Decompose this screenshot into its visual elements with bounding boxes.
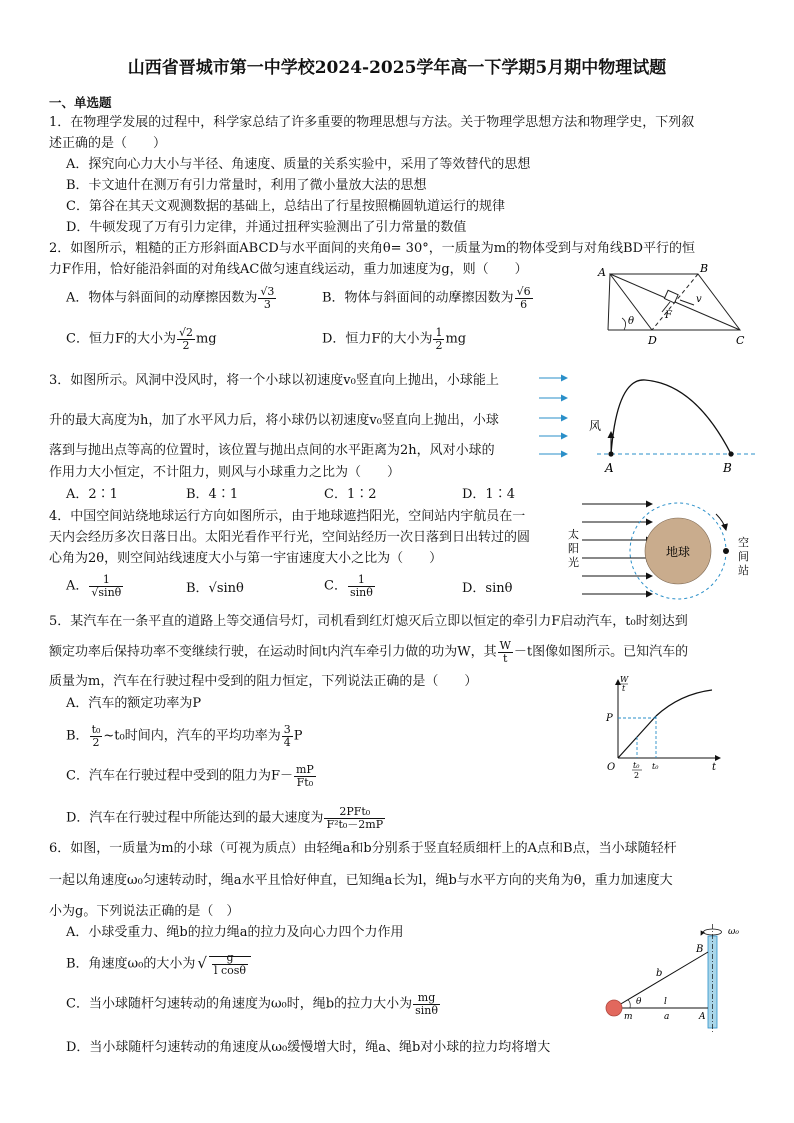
- q5-stem-2: 额定功率后保持功率不变继续行驶，在运动时间t内汽车牵引力做的功为W，其 $\frac{W}{t}$ －t图像如图所示。已知汽车的: [49, 639, 689, 665]
- q4-fig-station-1: 空: [738, 536, 749, 549]
- q2-option-b: B．物体与斜面间的动摩擦因数为 $\frac{√6}{6}$: [322, 285, 531, 311]
- q3-fig-label-b: B: [723, 461, 732, 475]
- q5-option-a: A．汽车的额定功率为P: [66, 696, 202, 711]
- q1-option-d: D．牛顿发现了万有引力定律，并通过扭秤实验测出了引力常量的数值: [66, 220, 467, 235]
- q6-fig-label-a-point: A: [699, 1012, 706, 1022]
- q6-rod-ball-figure: [598, 922, 768, 1032]
- q2-stem: 2．如图所示，粗糙的正方形斜面ABCD与水平面间的夹角θ= 30°，一质量为m的物体受到与对角线BD平行的恒: [49, 241, 696, 256]
- q3-stem-4: 作用力大小恒定，不计阻力，则风与小球重力之比为（ ）: [49, 465, 401, 480]
- q3-option-c: C．1∶2: [324, 487, 377, 502]
- q4-fig-sun-2: 阳: [568, 542, 579, 555]
- q1-option-a: A．探究向心力大小与半径、角速度、质量的关系实验中，采用了等效替代的思想: [66, 157, 531, 172]
- q5-fig-label-t0: t₀: [652, 762, 659, 771]
- q3-stem-3: 落到与抛出点等高的位置时，该位置与抛出点间的水平距离为2h，风对小球的: [49, 443, 495, 458]
- q5-fig-label-o: O: [607, 762, 616, 773]
- q3-fig-wind-label: 风: [589, 419, 602, 433]
- q6-fig-label-b-rope: b: [656, 968, 663, 979]
- q6-option-c: C．当小球随杆匀速转动的角速度为ω₀时，绳b的拉力大小为 $\frac{mg}{\sin\theta}$: [66, 991, 438, 1017]
- q3-option-b: B．4∶1: [186, 487, 239, 502]
- q3-stem-2: 升的最大高度为h，加了水平风力后，将小球仍以初速度v₀竖直向上抛出，小球: [49, 413, 499, 428]
- q5-option-c: C．汽车在行驶过程中受到的阻力为F－ $\frac{mP}{\text{Ft₀}}$: [66, 763, 314, 789]
- q2-fig-label-a: A: [598, 266, 606, 279]
- q6-stem-3: 小为g。下列说法正确的是（ ）: [49, 904, 240, 919]
- q1-stem: 1．在物理学发展的过程中，科学家总结了许多重要的物理思想与方法。关于物理学思想方法和物理学史，下列叙: [49, 115, 695, 130]
- q6-fig-label-m: m: [624, 1012, 633, 1022]
- q2-fig-label-theta: θ: [628, 316, 635, 327]
- q4-option-a: A． $\frac{1}{√\sin\theta}$: [66, 573, 122, 599]
- q4-space-station-figure: [566, 496, 766, 608]
- q2-fig-label-v: v: [696, 294, 702, 305]
- q6-option-d: D．当小球随杆匀速转动的角速度从ω₀缓慢增大时，绳a、绳b对小球的拉力均将增大: [66, 1040, 551, 1055]
- q5-stem: 5．某汽车在一条平直的道路上等交通信号灯，司机看到红灯熄灭后立即以恒定的牵引力F启动汽车，t₀时刻达到: [49, 614, 688, 629]
- q6-fig-label-l: l: [664, 997, 667, 1007]
- q4-fig-sun-3: 光: [568, 556, 579, 569]
- q4-fig-station-2: 间: [738, 550, 749, 563]
- q2-option-d: D．恒力F的大小为 $\frac{1}{2}$ mg: [322, 326, 467, 352]
- q5-fig-ylabel-den: t: [622, 684, 626, 693]
- q6-option-a: A．小球受重力、绳b的拉力绳a的拉力及向心力四个力作用: [66, 925, 404, 940]
- q4-stem: 4．中国空间站绕地球运行方向如图所示，由于地球遮挡阳光，空间站内宇航员在一: [49, 509, 526, 524]
- q5-fig-label-t: t: [712, 762, 717, 773]
- q5-fig-label-t0-half-num: t₀: [633, 761, 640, 770]
- q4-option-d: D．sinθ: [462, 581, 513, 596]
- q3-option-d: D．1∶4: [462, 487, 515, 502]
- q6-fig-label-omega: ω₀: [728, 927, 739, 937]
- q6-stem-2: 一起以角速度ω₀匀速转动时，绳a水平且恰好伸直，已知绳a长为l，绳b与水平方向的夹角为θ，重力加速度大: [49, 873, 673, 888]
- q3-fig-label-a: A: [605, 461, 614, 475]
- page-title: 山西省晋城市第一中学校2024-2025学年高一下学期5月期中物理试题: [127, 58, 667, 78]
- q4-fig-sun-1: 太: [568, 528, 579, 541]
- q3-stem: 3．如图所示。风洞中没风时，将一个小球以初速度v₀竖直向上抛出，小球能上: [49, 373, 499, 388]
- q4-stem-3: 心角为2θ，则空间站线速度大小与第一宇宙速度大小之比为（ ）: [49, 551, 443, 566]
- q2-option-a: A．物体与斜面间的动摩擦因数为 $\frac{√3}{3}$: [66, 285, 275, 311]
- q4-option-c: C． $\frac{1}{\sin\theta}$: [324, 573, 373, 599]
- q5-fig-ylabel-num: W: [620, 675, 629, 684]
- q6-option-b: B．角速度ω₀的大小为 √ $\frac{g}{\text{l cosθ}}$: [66, 952, 251, 976]
- section-heading: 一、单选题: [49, 95, 112, 110]
- q6-fig-label-a-rope: a: [664, 1012, 670, 1022]
- q3-option-a: A．2∶1: [66, 487, 118, 502]
- q5-fig-label-p: P: [606, 713, 613, 724]
- q1-option-b: B．卡文迪什在测万有引力常量时，利用了微小量放大法的思想: [66, 178, 427, 193]
- q6-stem: 6．如图，一质量为m的小球（可视为质点）由轻绳a和b分别系于竖直轻质细杆上的A点和B点，当小球随轻杆: [49, 841, 677, 856]
- q3-wind-tunnel-figure: [535, 368, 760, 476]
- q4-fig-station-3: 站: [738, 564, 749, 577]
- q4-fig-earth-label: 地球: [665, 545, 691, 559]
- q2-stem-cont: 力F作用，恰好能沿斜面的对角线AC做匀速直线运动，重力加速度为g，则（ ）: [49, 262, 528, 277]
- q1-option-c: C．第谷在其天文观测数据的基础上，总结出了行星按照椭圆轨道运行的规律: [66, 199, 505, 214]
- q6-fig-label-theta: θ: [636, 997, 642, 1007]
- q5-option-b: B． $\frac{\text{t₀}}{2}$ ~t₀时间内，汽车的平均功率为 $\frac{3}{4}$ P: [66, 723, 303, 749]
- q6-fig-label-b-point: B: [696, 944, 704, 955]
- q2-fig-label-f: F: [665, 310, 672, 321]
- q2-fig-label-b: B: [700, 262, 709, 275]
- q5-option-d: D．汽车在行驶过程中所能达到的最大速度为 $\frac{\text{2PFt₀}}{\text{F²t₀－2mP}}$: [66, 805, 384, 831]
- q2-incline-figure: [590, 262, 750, 348]
- q2-fig-label-c: C: [736, 334, 745, 347]
- q1-stem-cont: 述正确的是（ ）: [49, 136, 167, 151]
- q4-option-b: B．√sinθ: [186, 581, 244, 596]
- q5-fig-label-t0-half-den: 2: [634, 771, 640, 780]
- q4-stem-2: 天内会经历多次日落日出。太阳光看作平行光，空间站经历一次日落到日出转过的圆: [49, 530, 531, 545]
- q2-fig-label-d: D: [648, 334, 657, 347]
- q5-stem-3: 质量为m，汽车在行驶过程中受到的阻力恒定，下列说法正确的是（ ）: [49, 674, 478, 689]
- q2-option-c: C．恒力F的大小为 $\frac{√2}{2}$ mg: [66, 326, 217, 352]
- q5-wt-graph-figure: [600, 674, 730, 784]
